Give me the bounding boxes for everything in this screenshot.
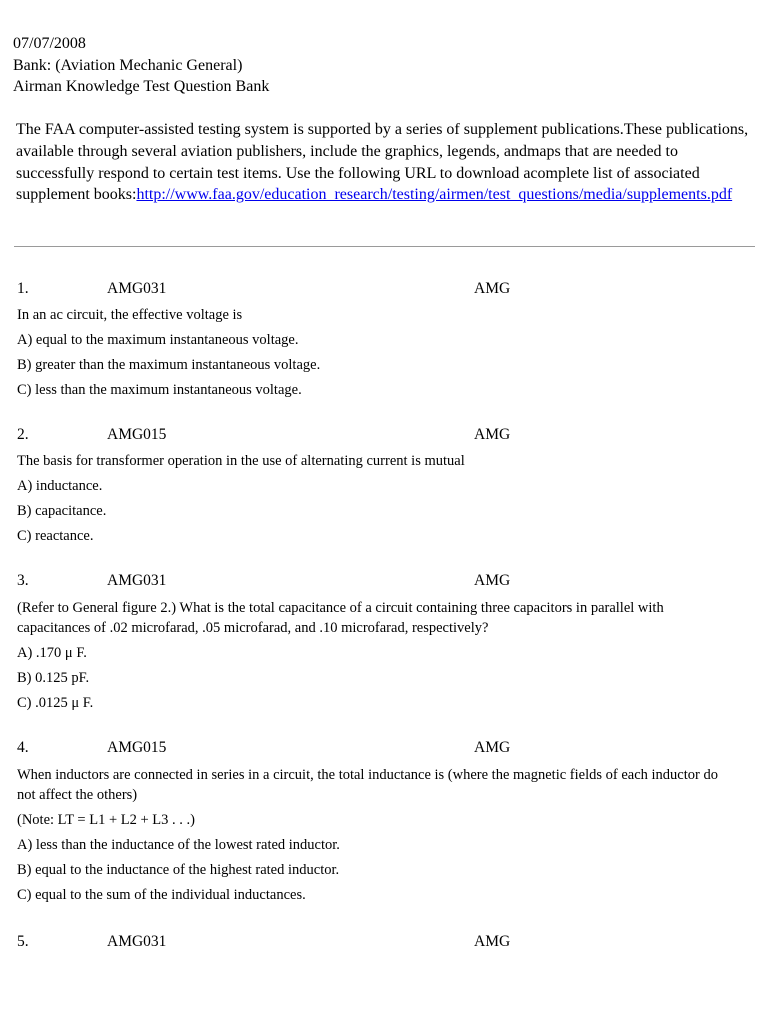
intro-text: The FAA computer-assisted testing system is supported by a series of supplement publications.These publications, available through several aviation publishers, include the graphics, legends, andmaps that are needed to successfully respond to certain test items. Use the following URL to download acomplete list of associated supplement books: — [16, 121, 749, 204]
question-note: (Note: LT = L1 + L2 + L3 . . .) — [17, 812, 195, 828]
question-header — [17, 426, 757, 448]
section-divider — [14, 246, 755, 247]
answer-option: A) equal to the maximum instantaneous voltage. — [17, 332, 299, 348]
answer-option: A) inductance. — [17, 478, 103, 494]
answer-option: B) greater than the maximum instantaneous voltage. — [17, 357, 321, 373]
question-item — [17, 280, 757, 400]
answer-option: B) equal to the inductance of the highest rated inductor. — [17, 862, 340, 878]
question-code: AMG015 — [107, 426, 167, 443]
answer-option: A) .170 μ F. — [17, 645, 87, 661]
answer-option: C) less than the maximum instantaneous voltage. — [17, 382, 302, 398]
question-code: AMG015 — [107, 739, 167, 756]
question-code: AMG031 — [107, 280, 167, 297]
document-title: Airman Knowledge Test Question Bank — [13, 78, 270, 95]
question-number: 3. — [17, 572, 29, 589]
question-category: AMG — [474, 572, 511, 589]
question-category: AMG — [474, 739, 511, 756]
question-header — [17, 933, 757, 955]
supplements-link[interactable]: http://www.faa.gov/education_research/testing/airmen/test_questions/media/supplements.pdf — [136, 186, 733, 204]
intro-paragraph — [16, 119, 756, 206]
question-category: AMG — [474, 280, 511, 297]
question-item — [17, 426, 757, 546]
question-text: The basis for transformer operation in the use of alternating current is mutual — [17, 453, 465, 469]
answer-option: C) reactance. — [17, 528, 94, 544]
question-item — [17, 933, 757, 955]
question-header — [17, 572, 757, 594]
question-number: 2. — [17, 426, 29, 443]
question-text: When inductors are connected in series in a circuit, the total inductance is (where the magnetic fields of each inductor do not affect the others) — [17, 767, 718, 803]
question-item — [17, 739, 757, 905]
answer-option: B) 0.125 pF. — [17, 670, 90, 686]
question-text: (Refer to General figure 2.) What is the total capacitance of a circuit containing three capacitors in parallel with capacitances of .02 microfarad, .05 microfarad, and .10 microfarad, respectively? — [17, 600, 664, 636]
question-number: 1. — [17, 280, 29, 297]
answer-option: A) less than the inductance of the lowest rated inductor. — [17, 837, 340, 853]
question-header — [17, 739, 757, 761]
document-header — [13, 33, 269, 98]
question-category: AMG — [474, 933, 511, 950]
question-text: In an ac circuit, the effective voltage is — [17, 307, 243, 323]
answer-option: B) capacitance. — [17, 503, 107, 519]
question-bank-name: Bank: (Aviation Mechanic General) — [13, 56, 243, 74]
question-number: 4. — [17, 739, 29, 756]
answer-option: C) .0125 μ F. — [17, 695, 94, 711]
answer-option: C) equal to the sum of the individual inductances. — [17, 887, 306, 903]
question-number: 5. — [17, 933, 29, 950]
question-item — [17, 572, 757, 713]
question-code: AMG031 — [107, 572, 167, 589]
question-code: AMG031 — [107, 933, 167, 950]
question-header — [17, 280, 757, 302]
question-category: AMG — [474, 426, 511, 443]
document-date: 07/07/2008 — [13, 35, 86, 52]
